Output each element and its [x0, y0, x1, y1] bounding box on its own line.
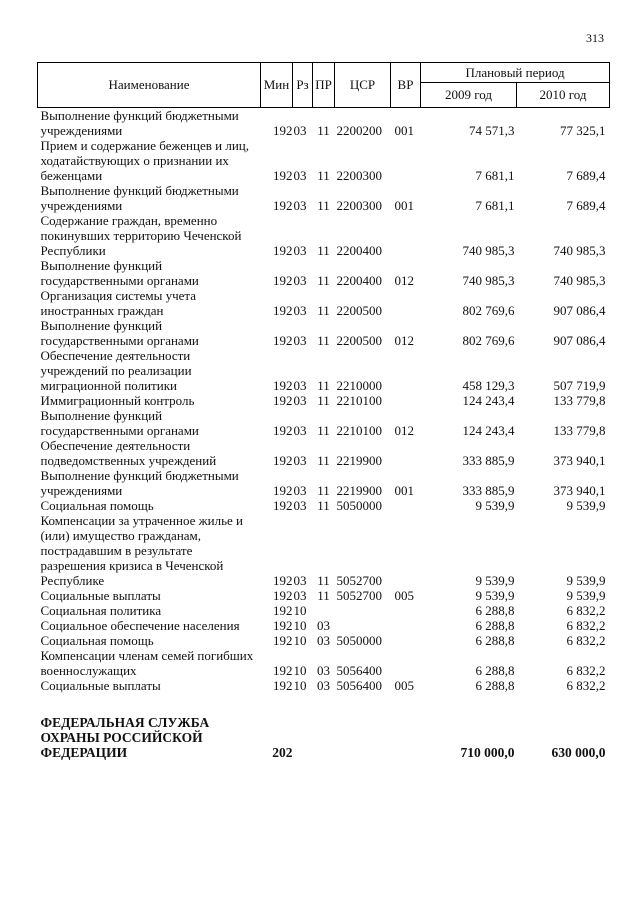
- row-csr: 2210100: [336, 423, 382, 438]
- row-rz: 10: [293, 603, 307, 618]
- row-value-2010: 907 086,4: [553, 303, 606, 318]
- row-pr: 03: [317, 618, 330, 633]
- row-value-2010: 77 325,1: [560, 123, 606, 138]
- row-csr: 5050000: [336, 633, 382, 648]
- row-value-2009: 6 288,8: [475, 618, 515, 633]
- row-rz: 03: [293, 123, 307, 138]
- row-value-2010: 9 539,9: [566, 573, 606, 588]
- row-name: Выполнение функций бюджетными учреждениями: [40, 108, 239, 138]
- header-min: Мин: [261, 63, 293, 108]
- table-row: [38, 348, 610, 393]
- row-value-2010: 740 985,3: [553, 243, 606, 258]
- table-row: [38, 108, 610, 139]
- row-vr: [391, 438, 421, 468]
- header-pr: ПР: [313, 63, 335, 108]
- row-name: Выполнение функций бюджетными учреждениями: [40, 468, 239, 498]
- row-vr: [391, 618, 421, 633]
- row-csr: 2200500: [336, 303, 382, 318]
- row-pr: 11: [317, 573, 330, 588]
- table-row: [38, 393, 610, 408]
- table-row: [38, 258, 610, 288]
- table-row: [38, 603, 610, 618]
- agency-name: ФЕДЕРАЛЬНАЯ СЛУЖБА ОХРАНЫ РОССИЙСКОЙ ФЕДЕРАЦИИ: [40, 715, 210, 760]
- spacer-cell: [38, 693, 610, 715]
- agency-min: 202: [272, 745, 293, 760]
- row-name: Компенсации за утраченное жилье и (или) имущество гражданам, пострадавшим в результате разрешения кризиса в Чеченской Республике: [40, 513, 243, 588]
- row-csr: 2200300: [336, 168, 382, 183]
- row-rz: 03: [293, 573, 307, 588]
- row-vr: 001: [394, 483, 414, 498]
- table-row: [38, 183, 610, 213]
- header-year-2009: 2009 год: [421, 83, 517, 108]
- page-number: 313: [586, 31, 604, 45]
- row-pr: 11: [317, 303, 330, 318]
- row-name: Социальная политика: [40, 603, 162, 618]
- row-rz: 10: [293, 618, 307, 633]
- row-csr: 2200500: [336, 333, 382, 348]
- row-min: 192: [273, 423, 293, 438]
- agency-value-2010: 630 000,0: [551, 745, 606, 760]
- row-value-2010: 740 985,3: [553, 273, 606, 288]
- row-rz: 10: [293, 678, 307, 693]
- row-csr: 2219900: [336, 453, 382, 468]
- row-vr: [391, 393, 421, 408]
- table-row: [38, 213, 610, 258]
- row-value-2009: 333 885,9: [462, 453, 515, 468]
- row-value-2009: 7 681,1: [475, 168, 515, 183]
- row-min: 192: [273, 303, 293, 318]
- row-min: 192: [273, 393, 293, 408]
- row-min: 192: [273, 498, 293, 513]
- row-csr: 2210000: [336, 378, 382, 393]
- row-name: Обеспечение деятельности учреждений по реализации миграционной политики: [40, 348, 192, 393]
- row-min: 192: [273, 483, 293, 498]
- row-min: 192: [273, 678, 293, 693]
- row-value-2009: 740 985,3: [462, 243, 515, 258]
- row-pr: [313, 603, 335, 618]
- row-pr: 03: [317, 633, 330, 648]
- row-name: Выполнение функций государственными органами: [40, 408, 199, 438]
- row-pr: 03: [317, 663, 330, 678]
- table-header: [38, 63, 610, 108]
- row-min: 192: [273, 453, 293, 468]
- row-value-2010: 133 779,8: [553, 393, 606, 408]
- table-row: [38, 138, 610, 183]
- table-row: [38, 498, 610, 513]
- row-name: Выполнение функций государственными органами: [40, 258, 199, 288]
- row-value-2009: 802 769,6: [462, 303, 515, 318]
- row-min: 192: [273, 168, 293, 183]
- row-rz: 03: [293, 498, 307, 513]
- row-vr: 005: [394, 588, 414, 603]
- row-value-2010: 373 940,1: [553, 453, 606, 468]
- row-rz: 03: [293, 198, 307, 213]
- table-row: [38, 588, 610, 603]
- row-rz: 10: [293, 633, 307, 648]
- row-pr: 11: [317, 273, 330, 288]
- row-min: 192: [273, 633, 293, 648]
- row-vr: [391, 348, 421, 393]
- agency-csr: [335, 715, 391, 760]
- row-name: Выполнение функций государственными органами: [40, 318, 199, 348]
- agency-rz: [293, 715, 313, 760]
- row-csr: 2200200: [336, 123, 382, 138]
- spacer-row: [38, 693, 610, 715]
- row-min: 192: [273, 603, 293, 618]
- row-rz: 03: [293, 483, 307, 498]
- row-value-2010: 6 832,2: [566, 678, 606, 693]
- table-row: [38, 438, 610, 468]
- row-rz: 03: [293, 453, 307, 468]
- row-name: Социальное обеспечение населения: [40, 618, 240, 633]
- row-pr: 11: [317, 123, 330, 138]
- row-csr: 5056400: [336, 678, 382, 693]
- row-value-2009: 6 288,8: [475, 633, 515, 648]
- row-vr: 001: [394, 198, 414, 213]
- row-csr: 5052700: [336, 573, 382, 588]
- row-rz: 03: [293, 423, 307, 438]
- row-value-2009: 7 681,1: [475, 198, 515, 213]
- row-min: 192: [273, 198, 293, 213]
- table-row: [38, 318, 610, 348]
- row-value-2009: 6 288,8: [475, 603, 515, 618]
- row-value-2009: 6 288,8: [475, 678, 515, 693]
- row-csr: 2210100: [336, 393, 382, 408]
- header-vr: ВР: [391, 63, 421, 108]
- table-row: [38, 408, 610, 438]
- row-value-2009: 9 539,9: [475, 498, 515, 513]
- header-csr: ЦСР: [335, 63, 391, 108]
- row-pr: 11: [317, 198, 330, 213]
- row-min: 192: [273, 273, 293, 288]
- row-pr: 11: [317, 453, 330, 468]
- row-pr: 11: [317, 333, 330, 348]
- row-csr: 5050000: [336, 498, 382, 513]
- row-pr: 11: [317, 483, 330, 498]
- row-csr: [335, 603, 391, 618]
- row-name: Компенсации членам семей погибших военнослужащих: [40, 648, 254, 678]
- row-rz: 03: [293, 243, 307, 258]
- row-value-2009: 74 571,3: [469, 123, 515, 138]
- row-value-2009: 740 985,3: [462, 273, 515, 288]
- row-value-2009: 802 769,6: [462, 333, 515, 348]
- row-value-2010: 6 832,2: [566, 618, 606, 633]
- row-value-2009: 124 243,4: [462, 423, 515, 438]
- row-vr: [391, 138, 421, 183]
- row-min: 192: [273, 333, 293, 348]
- header-year-2010: 2010 год: [517, 83, 610, 108]
- row-name: Социальные выплаты: [40, 678, 161, 693]
- row-value-2010: 7 689,4: [566, 198, 606, 213]
- row-vr: 001: [394, 123, 414, 138]
- row-csr: 5056400: [336, 663, 382, 678]
- row-vr: 012: [394, 423, 414, 438]
- row-pr: 11: [317, 423, 330, 438]
- row-min: 192: [273, 243, 293, 258]
- row-value-2010: 6 832,2: [566, 603, 606, 618]
- row-rz: 03: [293, 378, 307, 393]
- row-value-2009: 6 288,8: [475, 663, 515, 678]
- row-pr: 11: [317, 243, 330, 258]
- table-row: [38, 288, 610, 318]
- row-min: 192: [273, 573, 293, 588]
- row-pr: 11: [317, 378, 330, 393]
- row-value-2010: 9 539,9: [566, 588, 606, 603]
- row-rz: 03: [293, 333, 307, 348]
- row-value-2010: 6 832,2: [566, 633, 606, 648]
- row-min: 192: [273, 123, 293, 138]
- row-value-2010: 373 940,1: [553, 483, 606, 498]
- table-row: [38, 678, 610, 693]
- agency-pr: [313, 715, 335, 760]
- row-value-2009: 124 243,4: [462, 393, 515, 408]
- row-pr: 11: [317, 588, 330, 603]
- row-vr: [391, 648, 421, 678]
- row-vr: [391, 288, 421, 318]
- row-csr: 2200400: [336, 273, 382, 288]
- row-name: Выполнение функций бюджетными учреждениями: [40, 183, 239, 213]
- header-rz: Рз: [293, 63, 313, 108]
- row-name: Организация системы учета иностранных граждан: [40, 288, 197, 318]
- row-min: 192: [273, 588, 293, 603]
- row-rz: 03: [293, 393, 307, 408]
- row-rz: 10: [293, 663, 307, 678]
- row-vr: [391, 633, 421, 648]
- row-vr: [391, 213, 421, 258]
- row-value-2010: 9 539,9: [566, 498, 606, 513]
- row-rz: 03: [293, 588, 307, 603]
- row-csr: [335, 618, 391, 633]
- agency-total-row: [38, 715, 610, 760]
- table-body: [38, 108, 610, 761]
- table-row: [38, 618, 610, 633]
- header-planning-period: Плановый период: [421, 63, 610, 83]
- row-min: 192: [273, 663, 293, 678]
- row-value-2010: 907 086,4: [553, 333, 606, 348]
- row-vr: [391, 498, 421, 513]
- table-row: [38, 648, 610, 678]
- agency-vr: [391, 715, 421, 760]
- row-value-2010: 7 689,4: [566, 168, 606, 183]
- table-row: [38, 633, 610, 648]
- row-name: Иммиграционный контроль: [40, 393, 195, 408]
- row-name: Обеспечение деятельности подведомственных учреждений: [40, 438, 217, 468]
- row-pr: 11: [317, 168, 330, 183]
- row-value-2009: 333 885,9: [462, 483, 515, 498]
- row-value-2009: 458 129,3: [462, 378, 515, 393]
- table-row: [38, 513, 610, 588]
- row-min: 192: [273, 378, 293, 393]
- header-name: Наименование: [38, 63, 261, 108]
- row-rz: 03: [293, 168, 307, 183]
- row-vr: [391, 513, 421, 588]
- row-vr: [391, 603, 421, 618]
- row-csr: 2200300: [336, 198, 382, 213]
- table-row: [38, 468, 610, 498]
- row-value-2009: 9 539,9: [475, 573, 515, 588]
- row-csr: 5052700: [336, 588, 382, 603]
- row-csr: 2200400: [336, 243, 382, 258]
- agency-value-2009: 710 000,0: [460, 745, 515, 760]
- row-rz: 03: [293, 273, 307, 288]
- row-pr: 11: [317, 393, 330, 408]
- row-rz: 03: [293, 303, 307, 318]
- row-name: Социальная помощь: [40, 498, 154, 513]
- row-value-2010: 507 719,9: [553, 378, 606, 393]
- row-pr: 03: [317, 678, 330, 693]
- row-min: 192: [273, 618, 293, 633]
- row-name: Прием и содержание беженцев и лиц, ходатайствующих о признании их беженцами: [40, 138, 249, 183]
- row-pr: 11: [317, 498, 330, 513]
- budget-table: [37, 62, 610, 760]
- row-vr: 012: [394, 273, 414, 288]
- row-name: Социальные выплаты: [40, 588, 161, 603]
- row-vr: 005: [394, 678, 414, 693]
- row-value-2010: 133 779,8: [553, 423, 606, 438]
- row-name: Содержание граждан, временно покинувших территорию Чеченской Республики: [40, 213, 242, 258]
- row-name: Социальная помощь: [40, 633, 154, 648]
- row-value-2009: 9 539,9: [475, 588, 515, 603]
- row-vr: 012: [394, 333, 414, 348]
- row-value-2010: 6 832,2: [566, 663, 606, 678]
- row-csr: 2219900: [336, 483, 382, 498]
